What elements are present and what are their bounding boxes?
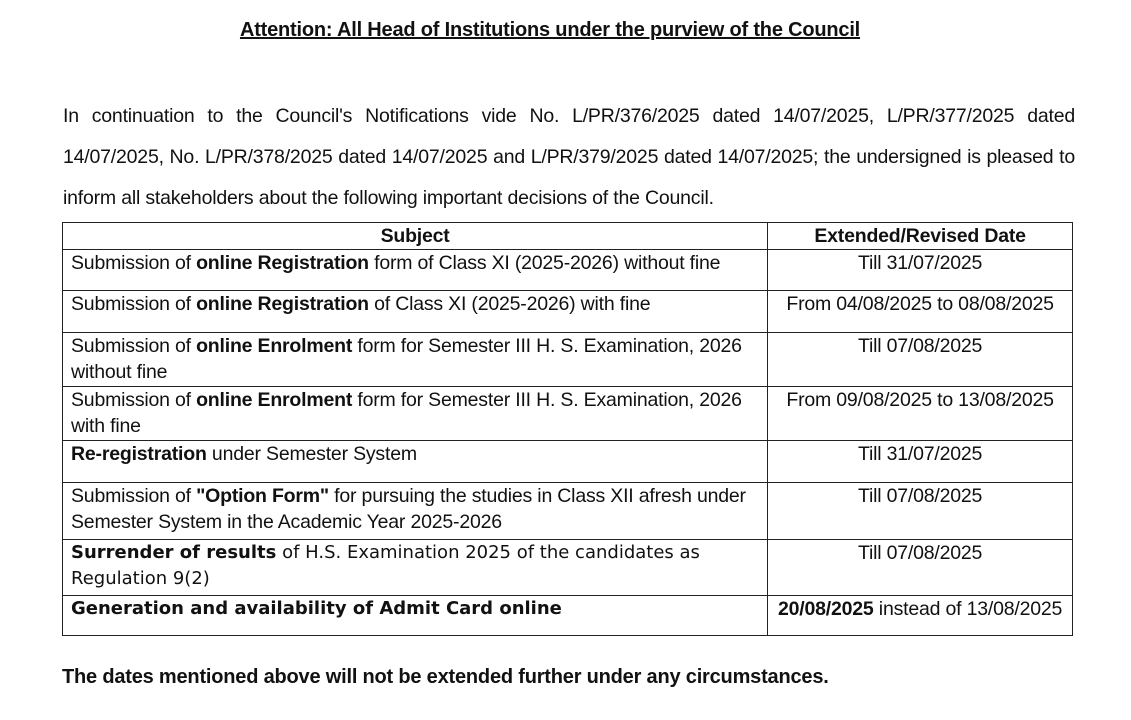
subject-cell: Surrender of results of H.S. Examination 2025 of the candidates as Regulation 9(2) <box>63 540 768 596</box>
notice-paragraph: In continuation to the Council's Notifications vide No. L/PR/376/2025 dated 14/07/2025, L/PR/377/2025 dated 14/07/2025, No. L/PR/378/2025 dated 14/07/2025 and L/PR/379/2025 dated 14/07/2025; the undersigned is pleased to inform all stakeholders about the following important decisions of the Council. <box>63 105 1075 209</box>
table-header-row <box>63 223 1073 250</box>
notice-footer: The dates mentioned above will not be extended further under any circumstances. <box>62 666 829 688</box>
date-cell: Till 07/08/2025 <box>768 540 1073 596</box>
subject-cell: Submission of online Registration form of Class XI (2025-2026) without fine <box>63 250 768 291</box>
table-row <box>63 250 1073 291</box>
date-cell: Till 31/07/2025 <box>768 441 1073 483</box>
date-cell: 20/08/2025 instead of 13/08/2025 <box>768 596 1073 636</box>
table-row <box>63 483 1073 540</box>
date-column-header: Extended/Revised Date <box>768 223 1073 250</box>
table-row <box>63 540 1073 596</box>
table-row <box>63 596 1073 636</box>
subject-column-header: Subject <box>63 223 768 250</box>
date-cell: From 04/08/2025 to 08/08/2025 <box>768 291 1073 333</box>
date-cell: Till 07/08/2025 <box>768 483 1073 540</box>
table-row <box>63 291 1073 333</box>
date-cell: Till 07/08/2025 <box>768 333 1073 387</box>
date-cell: From 09/08/2025 to 13/08/2025 <box>768 387 1073 441</box>
date-cell: Till 31/07/2025 <box>768 250 1073 291</box>
notice-heading: Attention: All Head of Institutions under the purview of the Council <box>239 19 861 41</box>
table-row <box>63 387 1073 441</box>
subject-cell: Re-registration under Semester System <box>63 441 768 483</box>
table-row <box>63 333 1073 387</box>
table-row <box>63 441 1073 483</box>
subject-cell: Submission of online Enrolment form for Semester III H. S. Examination, 2026 with fine <box>63 387 768 441</box>
subject-cell: Generation and availability of Admit Card online <box>63 596 768 636</box>
dates-table <box>62 222 1073 636</box>
subject-cell: Submission of online Enrolment form for Semester III H. S. Examination, 2026 without fine <box>63 333 768 387</box>
subject-cell: Submission of "Option Form" for pursuing the studies in Class XII afresh under Semester System in the Academic Year 2025-2026 <box>63 483 768 540</box>
subject-cell: Submission of online Registration of Class XI (2025-2026) with fine <box>63 291 768 333</box>
